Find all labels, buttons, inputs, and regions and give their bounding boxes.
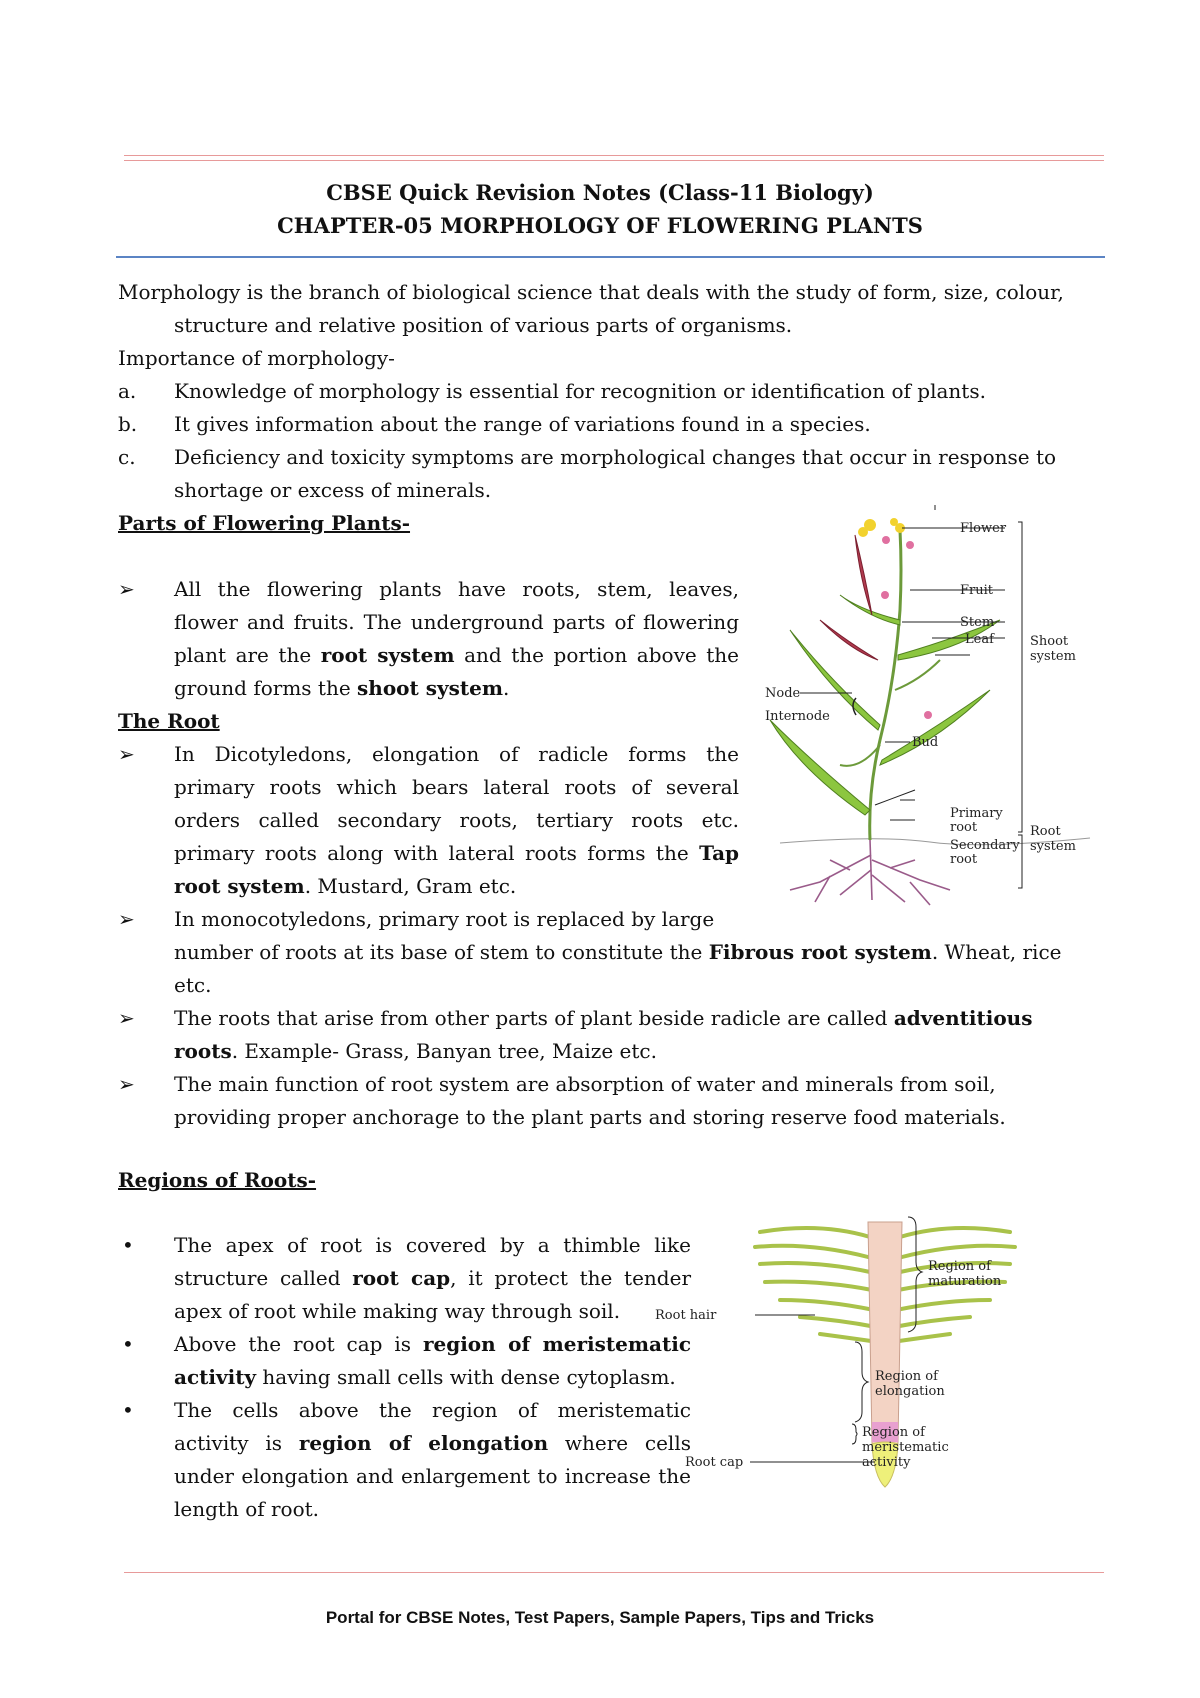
regions-b3-line-2: activity is region of elongation where cells bbox=[174, 1431, 691, 1455]
arrow-bullet-icon: ➢ bbox=[118, 577, 135, 601]
root-b2-line-2: number of roots at its base of stem to constitute the Fibrous root system. Wheat, rice bbox=[174, 940, 1062, 964]
label-elongation-2: elongation bbox=[875, 1384, 945, 1399]
flowering-plant-diagram bbox=[760, 510, 1100, 910]
regions-b2-line-1: Above the root cap is region of meristematic bbox=[174, 1332, 692, 1356]
root-b3-line-1: The roots that arise from other parts of plant beside radicle are called adventitious bbox=[174, 1006, 1033, 1030]
parts-line-2: flower and fruits. The underground parts of flowering bbox=[174, 610, 739, 634]
label-internode: Internode bbox=[765, 709, 830, 724]
intro-line-2: structure and relative position of various parts of organisms. bbox=[174, 313, 793, 337]
list-item: Knowledge of morphology is essential for recognition or identification of plants. bbox=[174, 379, 986, 403]
label-leaf: Leaf bbox=[965, 632, 994, 647]
regions-b3-line-3: under elongation and enlargement to increase the bbox=[174, 1464, 691, 1488]
label-shoot-1: Shoot bbox=[1030, 634, 1069, 649]
list-item: It gives information about the range of variations found in a species. bbox=[174, 412, 871, 436]
root-b4-line-2: providing proper anchorage to the plant parts and storing reserve food materials. bbox=[174, 1105, 1006, 1129]
label-root-system-2: system bbox=[1030, 839, 1076, 854]
meristem-brace bbox=[852, 1424, 857, 1444]
root-b1-line-2: primary roots which bears lateral roots of several bbox=[174, 775, 739, 799]
regions-b1-line-1: The apex of root is covered by a thimble like bbox=[174, 1233, 691, 1257]
bullet-icon: • bbox=[122, 1233, 134, 1257]
list-marker: a. bbox=[118, 379, 137, 403]
regions-b3-line-1: The cells above the region of meristematic bbox=[174, 1398, 691, 1422]
list-marker: c. bbox=[118, 445, 136, 469]
label-secondary-2: root bbox=[950, 852, 978, 867]
label-maturation-1: Region of bbox=[928, 1259, 991, 1274]
label-shoot-2: system bbox=[1030, 649, 1076, 664]
root-b1-line-1: In Dicotyledons, elongation of radicle forms the bbox=[174, 742, 739, 766]
label-meristem-1: Region of bbox=[862, 1425, 925, 1440]
intro-line-1: Morphology is the branch of biological science that deals with the study of form, size, colour, bbox=[118, 280, 1064, 304]
root-b1-line-3: orders called secondary roots, tertiary roots etc. bbox=[174, 808, 739, 832]
footer-text: Portal for CBSE Notes, Test Papers, Sample Papers, Tips and Tricks bbox=[325, 1608, 875, 1627]
label-root-cap: Root cap bbox=[685, 1455, 744, 1470]
list-item: Deficiency and toxicity symptoms are morphological changes that occur in response to bbox=[174, 445, 1057, 469]
header-rule-top bbox=[124, 155, 1104, 156]
root-b3-line-2: roots. Example- Grass, Banyan tree, Maize etc. bbox=[174, 1039, 657, 1063]
list-item-continued: shortage or excess of minerals. bbox=[174, 478, 492, 502]
root-b2-line-3: etc. bbox=[174, 973, 212, 997]
header-rule-top-2 bbox=[124, 160, 1104, 161]
parts-line-1: All the flowering plants have roots, stem, leaves, bbox=[174, 577, 739, 601]
parts-line-4: ground forms the shoot system. bbox=[174, 676, 510, 700]
root-b1-line-4: primary roots along with lateral roots forms the Tap bbox=[174, 841, 740, 865]
elongation-brace bbox=[855, 1342, 868, 1422]
regions-heading: Regions of Roots- bbox=[118, 1168, 317, 1192]
shoot-system-bracket bbox=[1018, 522, 1022, 832]
parts-heading: Parts of Flowering Plants- bbox=[118, 511, 411, 535]
label-maturation-2: maturation bbox=[928, 1274, 1002, 1289]
label-meristem-3: activity bbox=[862, 1455, 911, 1470]
page-title: CBSE Quick Revision Notes (Class-11 Biology) bbox=[326, 180, 874, 205]
bullet-icon: • bbox=[122, 1398, 134, 1422]
footer-rule bbox=[124, 1572, 1104, 1573]
label-primary-1: Primary bbox=[950, 806, 1003, 821]
arrow-bullet-icon: ➢ bbox=[118, 1072, 135, 1096]
arrow-bullet-icon: ➢ bbox=[118, 1006, 135, 1030]
label-elongation-1: Region of bbox=[875, 1369, 938, 1384]
label-stem: Stem bbox=[960, 615, 995, 630]
label-primary-2: root bbox=[950, 820, 978, 835]
root-b1-line-5: root system. Mustard, Gram etc. bbox=[174, 874, 517, 898]
arrow-bullet-icon: ➢ bbox=[118, 742, 135, 766]
label-root-hair: Root hair bbox=[655, 1308, 717, 1323]
title-underline bbox=[116, 256, 1105, 258]
label-root-system-1: Root bbox=[1030, 824, 1061, 839]
regions-b3-line-4: length of root. bbox=[174, 1497, 320, 1521]
root-b2-line-1: In monocotyledons, primary root is replaced by large bbox=[174, 907, 715, 931]
chapter-title: CHAPTER-05 MORPHOLOGY OF FLOWERING PLANTS bbox=[277, 213, 923, 238]
arrow-bullet-icon: ➢ bbox=[118, 907, 135, 931]
regions-b1-line-3: apex of root while making way through soil. bbox=[174, 1299, 621, 1323]
root-system-illustration bbox=[790, 840, 950, 905]
label-flower: Flower bbox=[960, 521, 1007, 536]
root-regions-diagram bbox=[655, 1212, 1090, 1512]
label-secondary-1: Secondary bbox=[950, 838, 1020, 853]
label-meristem-2: meristematic bbox=[862, 1440, 949, 1455]
regions-b2-line-2: activity having small cells with dense cytoplasm. bbox=[174, 1365, 676, 1389]
importance-heading: Importance of morphology- bbox=[118, 346, 395, 370]
bullet-icon: • bbox=[122, 1332, 134, 1356]
root-heading: The Root bbox=[118, 709, 220, 733]
fruit-illustration bbox=[820, 535, 878, 660]
regions-b1-line-2: structure called root cap, it protect the tender bbox=[174, 1266, 692, 1290]
label-node: Node bbox=[765, 686, 801, 701]
label-fruit: Fruit bbox=[960, 583, 993, 598]
label-bud: Bud bbox=[912, 735, 939, 750]
root-b4-line-1: The main function of root system are absorption of water and minerals from soil, bbox=[174, 1072, 996, 1096]
parts-line-3: plant are the root system and the portion above the bbox=[174, 643, 739, 667]
list-marker: b. bbox=[118, 412, 138, 436]
